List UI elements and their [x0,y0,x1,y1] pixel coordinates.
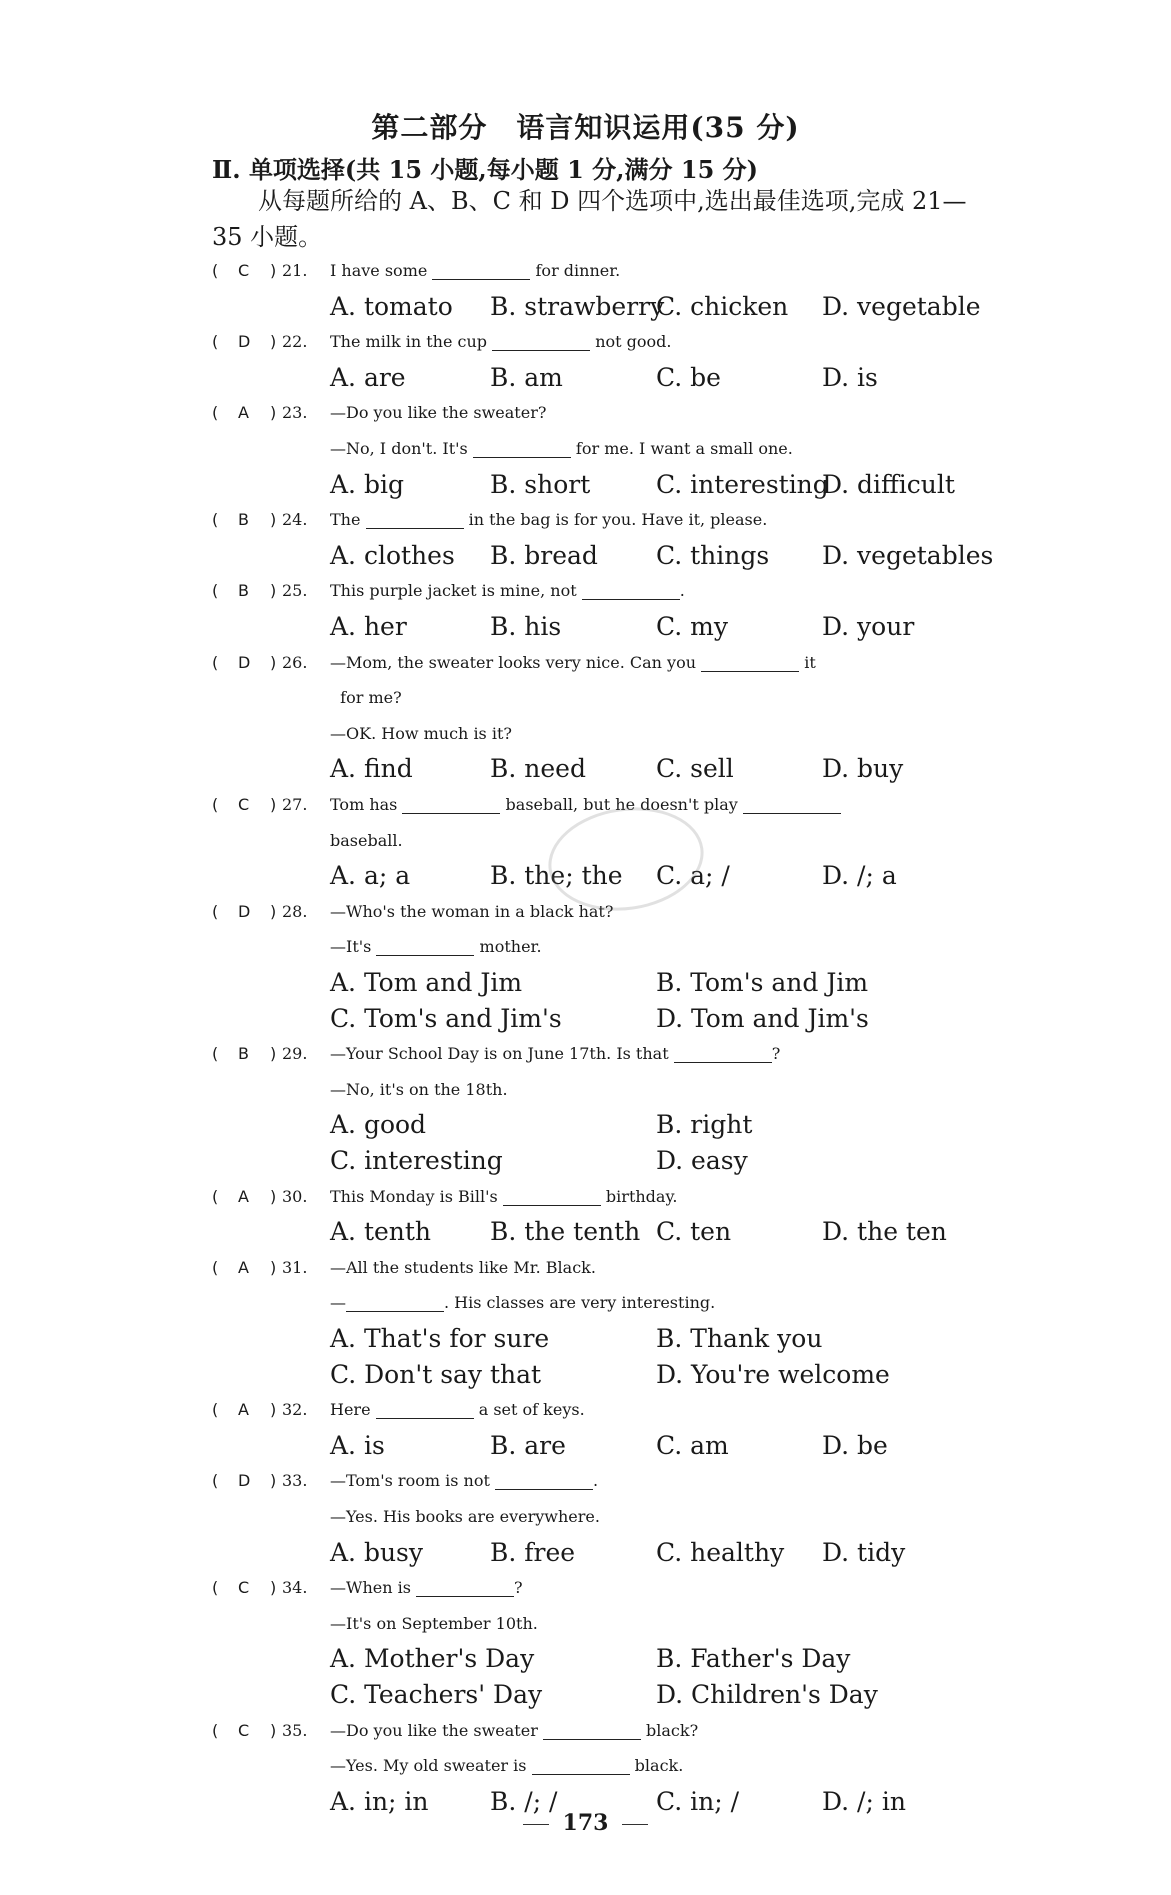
question-line [212,646,992,680]
option-a[interactable]: A. Tom and Jim [330,968,523,997]
option-a[interactable]: A. good [330,1110,427,1140]
option-c[interactable]: C. sell [656,754,734,784]
stem-text: —No, it's on the 18th. [330,1079,508,1099]
option-c[interactable]: C. chicken [656,291,789,321]
answer-letter: B [238,510,249,530]
stem-text: black. [629,1756,684,1776]
stem-text: ? [771,1044,781,1064]
answer-letter: A [238,1400,249,1420]
option-a[interactable]: A. clothes [330,540,455,570]
answer-blank[interactable] [376,1394,474,1419]
option-c[interactable]: C. my [656,612,728,641]
open-paren: ( [212,901,219,921]
close-paren: ) [270,261,277,280]
question-stem [330,1571,523,1605]
stem-text: Tom has [330,795,403,814]
question-stem [330,1714,698,1748]
question-line [212,254,992,288]
option-d[interactable]: D. /; a [822,861,897,891]
question-line [212,895,992,929]
close-paren: ) [270,1400,277,1420]
option-b[interactable]: B. need [490,754,586,784]
option-c[interactable]: C. Don't say that [330,1359,542,1389]
open-paren: ( [212,1720,219,1740]
answer-blank[interactable] [674,1038,772,1063]
answer-blank[interactable] [492,326,590,351]
answer-blank[interactable] [495,1465,593,1490]
close-paren: ) [270,1720,277,1740]
option-d[interactable]: D. tidy [822,1537,906,1567]
option-c[interactable]: C. be [656,362,721,392]
question-line [212,1251,992,1285]
option-d[interactable]: D. be [822,1430,888,1460]
stem-text: baseball, but he doesn't play [500,795,743,814]
question-line [212,503,992,537]
option-c[interactable]: C. am [656,1430,729,1460]
option-a[interactable]: A. That's for sure [330,1324,550,1353]
answer-blank[interactable] [701,647,799,672]
question-number: 28. [282,901,308,921]
answer-letter: D [238,652,251,672]
stem-text: baseball. [330,830,403,850]
question-number: 34. [282,1578,308,1598]
option-b[interactable]: B. his [490,612,562,641]
close-paren: ) [270,901,277,921]
question-line [212,1571,992,1605]
question-line [212,788,992,822]
option-d[interactable]: D. difficult [822,469,955,499]
question-stem [330,1393,585,1427]
close-paren: ) [270,1186,277,1206]
stem-text: . [679,581,685,601]
page-number: 173 [562,1810,609,1836]
stem-text: not good. [590,332,672,352]
question-stem [330,717,512,751]
question-stem [330,681,402,715]
stem-text: This purple jacket is mine, not [330,581,582,601]
answer-letter: C [238,795,250,814]
stem-text: ? [514,1578,523,1598]
question-number: 33. [282,1471,308,1491]
option-d[interactable]: D. buy [822,754,904,784]
option-b[interactable]: B. free [490,1537,576,1567]
question-stem [330,1500,600,1534]
question-stem [330,895,613,929]
option-b[interactable]: B. strawberry [490,291,665,321]
option-d[interactable]: D. You're welcome [656,1359,890,1389]
question-line [212,930,992,964]
page-footer [0,1810,1171,1836]
stem-text: —Who's the woman in a black hat? [330,901,614,921]
stem-text: . His classes are very interesting. [444,1293,716,1313]
question-stem [330,1180,677,1214]
stem-text: This Monday is Bill's [330,1186,503,1206]
question-stem [330,432,793,466]
question-line [212,1500,992,1534]
answer-letter: A [238,1186,249,1206]
answer-letter: D [238,901,251,921]
option-a[interactable]: A. is [330,1430,385,1460]
question-stem [330,930,542,964]
open-paren: ( [212,795,219,814]
stem-text: for me. I want a small one. [570,439,793,458]
close-paren: ) [270,795,277,814]
question-number: 26. [282,652,308,672]
question-number: 35. [282,1720,308,1740]
question-line [212,432,992,466]
answer-letter: C [238,1578,250,1598]
question-number: 25. [282,581,308,601]
stem-text: —OK. How much is it? [330,723,512,743]
option-d[interactable]: D. easy [656,1146,748,1175]
stem-text: —When is [330,1578,417,1598]
option-a[interactable]: A. busy [330,1537,424,1567]
question-line [212,1464,992,1498]
question-stem [330,1464,598,1498]
option-c[interactable]: C. interesting [656,469,829,499]
option-b[interactable]: B. Father's Day [656,1644,851,1674]
question-stem [330,1073,508,1107]
answer-blank[interactable] [543,1715,641,1740]
stem-text: —Do you like the sweater? [330,403,547,423]
option-c[interactable]: C. healthy [656,1537,785,1567]
stem-text: The milk in the cup [330,332,493,352]
question-line [212,824,992,858]
stem-text: birthday. [600,1186,678,1206]
question-number: 27. [282,795,308,814]
footer-dash-right [622,1824,648,1825]
option-d[interactable]: D. vegetables [822,540,994,570]
open-paren: ( [212,332,219,352]
question-stem [330,1607,538,1641]
stem-text: —It's [330,937,377,957]
answer-letter: B [238,1044,249,1064]
question-line [212,717,992,751]
stem-text: —Yes. My old sweater is [330,1756,532,1776]
option-a[interactable]: A. Mother's Day [330,1644,535,1674]
open-paren: ( [212,1471,219,1491]
stem-text: for dinner. [530,261,621,280]
answer-blank[interactable] [473,433,571,458]
answer-letter: A [238,1257,249,1277]
option-a[interactable]: A. in; in [330,1786,429,1816]
question-stem [330,325,671,359]
answer-blank[interactable] [346,1287,444,1312]
answer-blank[interactable] [743,789,841,814]
question-line [212,681,992,715]
question-stem [330,1251,596,1285]
option-d[interactable]: D. /; in [822,1786,906,1816]
answer-blank[interactable] [432,255,530,280]
footer-dash-left [523,1824,549,1825]
open-paren: ( [212,652,219,672]
option-b[interactable]: B. the tenth [490,1217,641,1247]
answer-letter: C [238,261,250,280]
question-number: 32. [282,1400,308,1420]
stem-text: The [330,510,366,530]
answer-letter: D [238,1471,251,1491]
answer-blank[interactable] [503,1181,601,1206]
option-c[interactable]: C. Tom's and Jim's [330,1003,562,1033]
answer-blank[interactable] [582,575,680,600]
stem-text: black? [640,1720,699,1740]
option-a[interactable]: A. tenth [330,1217,432,1247]
option-a[interactable]: A. tomato [330,291,453,321]
open-paren: ( [212,261,219,280]
stem-text: . [592,1471,599,1491]
question-number: 29. [282,1044,308,1064]
option-c[interactable]: C. in; / [656,1786,740,1816]
question-stem [330,824,403,858]
question-stem [330,646,816,680]
option-c[interactable]: C. ten [656,1217,732,1247]
open-paren: ( [212,403,219,423]
instructions: 从每题所给的 A、B、C 和 D 四个选项中,选出最佳选项,完成 21—35 小题。 [212,187,967,251]
open-paren: ( [212,1257,219,1277]
question-stem [330,1286,715,1320]
option-d[interactable]: D. Children's Day [656,1680,878,1709]
question-line [212,325,992,359]
open-paren: ( [212,581,219,601]
question-number: 31. [282,1257,308,1277]
stem-text: mother. [474,937,542,957]
option-b[interactable]: B. the; the [490,861,623,891]
option-b[interactable]: B. Tom's and Jim [656,968,869,997]
close-paren: ) [270,1257,277,1277]
answer-blank[interactable] [366,504,464,529]
option-a[interactable]: A. her [330,612,407,641]
question-number: 23. [282,403,308,423]
stem-text: a set of keys. [473,1400,585,1420]
answer-letter: A [238,403,249,423]
answer-letter: D [238,332,251,352]
answer-blank[interactable] [532,1750,630,1775]
answer-letter: C [238,1720,250,1740]
option-b[interactable]: B. bread [490,540,598,570]
option-c[interactable]: C. a; / [656,861,730,891]
option-b[interactable]: B. Thank you [656,1324,823,1353]
question-line [212,1286,992,1320]
stem-text: I have some [330,261,433,280]
answer-letter: B [238,581,249,601]
question-number: 24. [282,510,308,530]
option-b[interactable]: B. are [490,1430,566,1460]
close-paren: ) [270,1471,277,1491]
option-d[interactable]: D. your [822,612,915,641]
answer-blank[interactable] [416,1572,514,1597]
close-paren: ) [270,581,277,601]
question-stem [330,254,620,288]
option-a[interactable]: A. are [330,362,406,392]
option-c[interactable]: C. interesting [330,1146,503,1175]
stem-text: it [799,652,816,672]
close-paren: ) [270,403,277,423]
question-stem [330,1037,780,1071]
stem-text: —Mom, the sweater looks very nice. Can you [330,652,702,672]
question-line [212,1037,992,1071]
option-d[interactable]: D. vegetable [822,291,981,321]
option-b[interactable]: B. short [490,469,591,499]
question-stem [330,396,546,430]
close-paren: ) [270,332,277,352]
stem-text: — [330,1293,346,1313]
stem-text: —All the students like Mr. Black. [330,1257,596,1277]
stem-text: —Tom's room is not [330,1471,495,1491]
question-stem [330,574,685,608]
question-line [212,1073,992,1107]
answer-blank[interactable] [376,931,474,956]
open-paren: ( [212,1044,219,1064]
open-paren: ( [212,510,219,530]
question-line [212,1749,992,1783]
close-paren: ) [270,510,277,530]
stem-text: in the bag is for you. Have it, please. [463,510,768,530]
option-a[interactable]: A. a; a [330,861,411,891]
question-number: 22. [282,332,308,352]
question-line [212,574,992,608]
question-stem [330,1749,683,1783]
question-stem [330,503,767,537]
close-paren: ) [270,1578,277,1598]
part-title: 第二部分 语言知识运用(35 分) [371,111,800,144]
option-c[interactable]: C. Teachers' Day [330,1680,543,1709]
question-line [212,1714,992,1748]
option-a[interactable]: A. find [330,754,413,784]
stem-text: —No, I don't. It's [330,439,473,458]
option-b[interactable]: B. right [656,1110,753,1140]
option-d[interactable]: D. the ten [822,1217,947,1247]
option-a[interactable]: A. big [330,469,404,499]
stem-text: —Yes. His books are everywhere. [330,1507,600,1526]
question-number: 21. [282,261,308,280]
option-b[interactable]: B. am [490,362,563,392]
question-number: 30. [282,1186,308,1206]
open-paren: ( [212,1186,219,1206]
answer-blank[interactable] [402,789,500,814]
option-b[interactable]: B. /; / [490,1786,558,1816]
close-paren: ) [270,652,277,672]
question-line [212,1607,992,1641]
close-paren: ) [270,1044,277,1064]
open-paren: ( [212,1400,219,1420]
stem-text: —Do you like the sweater [330,1720,543,1740]
question-line [212,396,992,430]
question-stem [330,788,841,822]
option-c[interactable]: C. things [656,540,770,570]
question-line [212,1393,992,1427]
stem-text: —It's on September 10th. [330,1613,538,1633]
option-d[interactable]: D. is [822,362,878,392]
option-d[interactable]: D. Tom and Jim's [656,1003,869,1033]
section-heading: Ⅱ. 单项选择(共 15 小题,每小题 1 分,满分 15 分) [212,155,758,184]
stem-text: for me? [330,688,402,708]
stem-text: —Your School Day is on June 17th. Is that [330,1044,674,1064]
question-line [212,1180,992,1214]
stem-text: Here [330,1400,376,1420]
open-paren: ( [212,1578,219,1598]
